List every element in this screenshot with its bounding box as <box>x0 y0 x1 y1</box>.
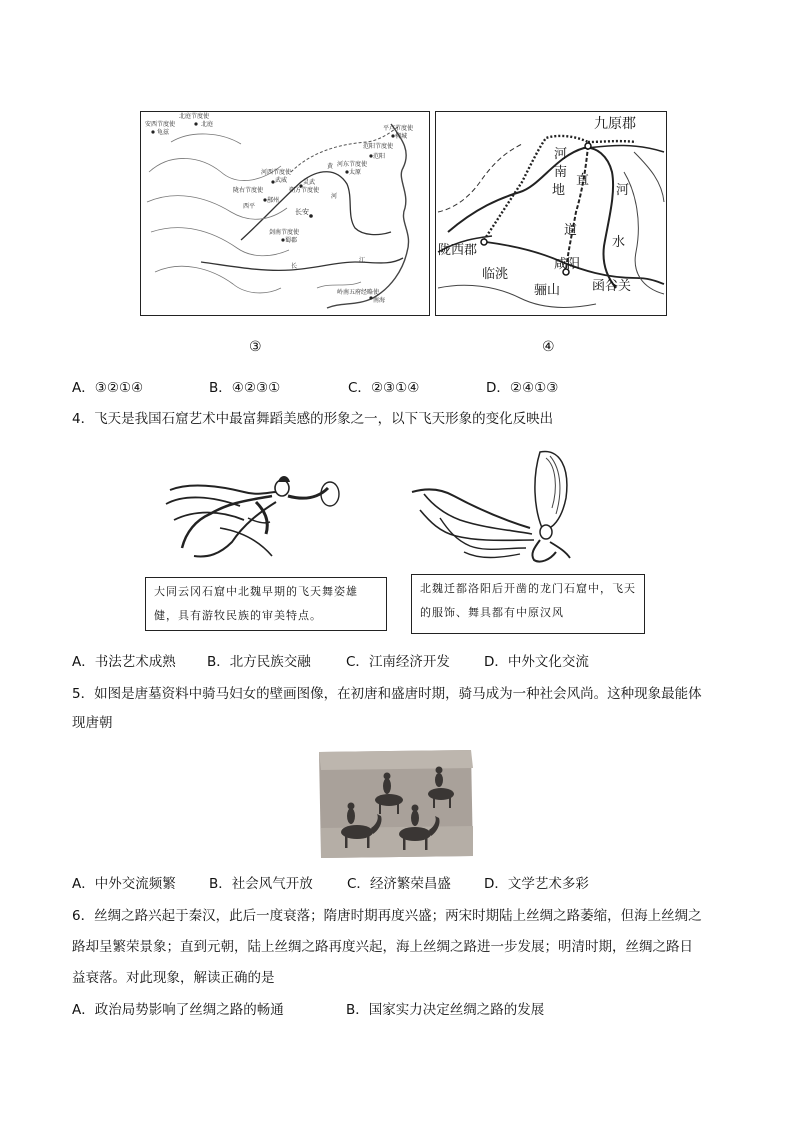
label-hexi: 河西节度使 <box>261 169 292 176</box>
option-letter: A． <box>72 1002 95 1018</box>
label-xianyang: 咸阳 <box>554 257 581 272</box>
label-lishan: 骊山 <box>534 283 561 298</box>
label-he: 河 <box>331 193 338 200</box>
option-text: 江南经济开发 <box>368 654 450 670</box>
q6-stem-line2: 路却呈繁荣景象；直到元朝，陆上丝绸之路再度兴起，海上丝绸之路进一步发展；明清时期，丝绸之路日 <box>72 939 693 955</box>
label-anxi-city: 龟兹 <box>157 129 170 136</box>
q6-stem-line1: 6．丝绸之路兴起于秦汉，此后一度衰落；隋唐时期再度兴盛；两宋时期陆上丝绸之路萎缩，但海上丝绸之 <box>72 908 702 924</box>
option-text: 中外文化交流 <box>507 654 589 670</box>
option-text: ②④①③ <box>509 380 559 396</box>
label-anxi: 安西节度使 <box>145 121 176 128</box>
label-lintao: 临洮 <box>482 267 509 282</box>
q5-stem-line1: 5．如图是唐墓资料中骑马妇女的壁画图像，在初唐和盛唐时期，骑马成为一种社会风尚。这种现象最能体 <box>72 686 702 702</box>
label-chengdu: 蜀郡 <box>285 237 298 244</box>
q4-stem: 4．飞天是我国石窟艺术中最富舞蹈美感的形象之一，以下飞天形象的变化反映出 <box>72 411 554 427</box>
option-letter: A． <box>72 654 95 670</box>
label-longxi: 陇西郡 <box>438 243 478 258</box>
option-text: 书法艺术成熟 <box>94 654 176 670</box>
label-he2: 河 <box>616 183 630 198</box>
label-zhi: 直 <box>576 173 590 188</box>
label-taiyuan: 太原 <box>349 169 362 176</box>
label-nan: 南 <box>554 165 568 180</box>
option-letter: B． <box>209 876 232 892</box>
label-hedong: 河东节度使 <box>337 161 368 168</box>
q4-option-d[interactable] <box>484 652 589 672</box>
option-letter: D． <box>484 654 508 670</box>
map-tang-jiedushi-drawing <box>141 112 429 315</box>
label-beiting-city: 北庭 <box>201 121 214 128</box>
option-letter: C． <box>348 380 371 396</box>
option-letter: D． <box>486 380 510 396</box>
label-di: 地 <box>552 183 566 198</box>
label-fanyang-city: 范阳 <box>373 153 386 160</box>
label-fanyang: 范阳节度使 <box>363 143 394 150</box>
option-letter: D． <box>484 876 508 892</box>
option-text: 中外交流频繁 <box>94 876 176 892</box>
option-letter: B． <box>209 380 232 396</box>
q5-option-a[interactable] <box>72 874 176 894</box>
caption-longmen: 北魏迁都洛阳后开凿的龙门石窟中，飞天的服饰、舞具都有中原汉风 <box>411 574 645 634</box>
option-text: 社会风气开放 <box>231 876 313 892</box>
q6-stem-line3: 益衰落。对此现象，解读正确的是 <box>72 970 275 986</box>
label-changan: 长安 <box>295 208 309 216</box>
label-hanguguan: 函谷关 <box>592 279 632 294</box>
label-jiannan: 剑南节度使 <box>269 229 300 236</box>
caption-yungang: 大同云冈石窟中北魏早期的飞天舞姿雄健，具有游牧民族的审美特点。 <box>145 577 387 631</box>
option-text: 经济繁荣昌盛 <box>369 876 451 892</box>
label-longyou: 陇右节度使 <box>233 187 264 194</box>
q6-option-a[interactable] <box>72 1000 284 1020</box>
q4-option-b[interactable] <box>207 652 311 672</box>
label-xiping: 西平 <box>243 203 256 210</box>
mural-women-riding-image <box>315 748 475 860</box>
map-tang-jiedushi <box>140 111 430 316</box>
figure-label-4: ④ <box>542 339 555 355</box>
figure-label-3: ③ <box>249 339 262 355</box>
option-text: ④②③① <box>231 380 281 396</box>
option-letter: A． <box>72 380 95 396</box>
label-dao: 道 <box>564 223 578 238</box>
label-nanhai: 南海 <box>373 297 386 304</box>
label-chang: 长 <box>291 263 298 270</box>
option-letter: B． <box>346 1002 369 1018</box>
option-text: ③②①④ <box>94 380 144 396</box>
map-qin-zhidao <box>435 111 667 316</box>
q5-option-c[interactable] <box>347 874 451 894</box>
q5-option-b[interactable] <box>209 874 313 894</box>
q4-option-c[interactable] <box>346 652 450 672</box>
label-pinglu: 平卢节度使 <box>383 125 414 132</box>
option-letter: C． <box>346 654 369 670</box>
map-qin-zhidao-drawing <box>436 112 666 315</box>
option-text: 文学艺术多彩 <box>507 876 589 892</box>
label-lingnan: 岭南五府经略使 <box>337 289 380 296</box>
q4-option-a[interactable] <box>72 652 176 672</box>
apsara-longmen-figure <box>400 448 580 568</box>
label-shui: 水 <box>612 235 626 250</box>
label-longyou-city: 鄯州 <box>267 197 280 204</box>
label-shuofang: 朔方节度使 <box>289 187 320 194</box>
label-beiting: 北庭节度使 <box>179 113 210 120</box>
q3-option-c[interactable] <box>348 378 419 398</box>
label-he: 河 <box>554 147 568 162</box>
option-letter: A． <box>72 876 95 892</box>
q6-option-b[interactable] <box>346 1000 544 1020</box>
q3-option-b[interactable] <box>209 378 280 398</box>
label-hexi-city: 武威 <box>275 177 288 184</box>
option-text: 国家实力决定丝绸之路的发展 <box>368 1002 545 1018</box>
label-pinglu-city: 柳城 <box>395 133 408 140</box>
label-huang: 黄 <box>327 163 334 170</box>
q5-option-d[interactable] <box>484 874 589 894</box>
label-lingwu: 灵武 <box>303 179 316 186</box>
option-letter: C． <box>347 876 370 892</box>
option-text: ②③①④ <box>370 380 420 396</box>
apsara-yungang-figure <box>160 462 340 562</box>
q3-option-d[interactable] <box>486 378 558 398</box>
option-text: 政治局势影响了丝绸之路的畅通 <box>94 1002 284 1018</box>
q3-option-a[interactable] <box>72 378 143 398</box>
q5-stem-line2: 现唐朝 <box>72 715 113 731</box>
label-jiuyuan: 九原郡 <box>594 116 636 132</box>
option-text: 北方民族交融 <box>229 654 311 670</box>
option-letter: B． <box>207 654 230 670</box>
label-jiang: 江 <box>359 257 366 264</box>
